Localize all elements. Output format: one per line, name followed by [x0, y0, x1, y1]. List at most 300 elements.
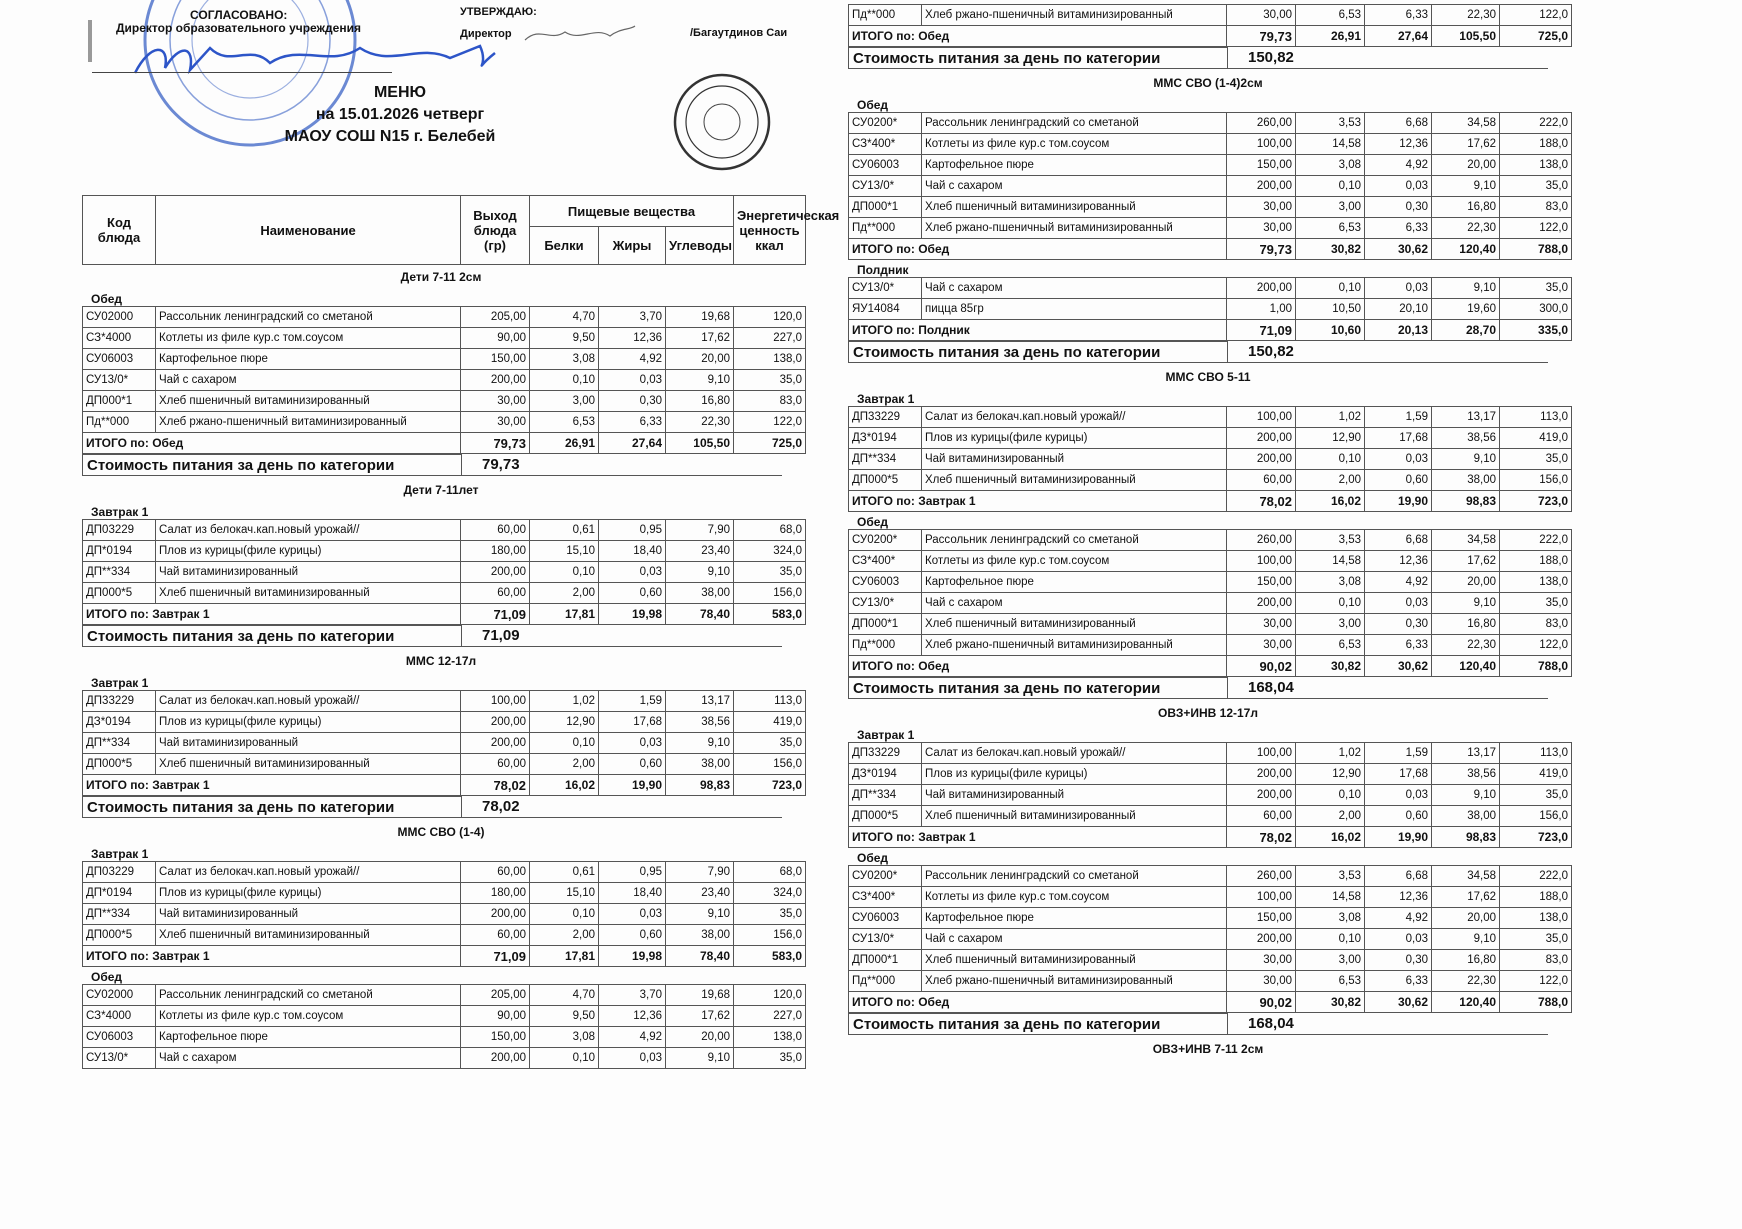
dish-name: Рассольник ленинградский со сметаной [156, 985, 461, 1006]
meal-table [82, 984, 806, 1069]
dish-energy: 419,0 [734, 712, 806, 733]
dish-output: 180,00 [461, 883, 530, 904]
dish-protein: 1,02 [1296, 743, 1365, 764]
total-output: 90,02 [1227, 992, 1296, 1013]
dish-code: ДП000*5 [849, 806, 922, 827]
daily-cost-row [82, 625, 800, 647]
table-row [849, 470, 1572, 491]
dish-output: 150,00 [461, 1027, 530, 1048]
dish-fat: 1,59 [1365, 743, 1432, 764]
dish-energy: 35,0 [1500, 449, 1572, 470]
dish-code: СЗ*4000 [83, 1006, 156, 1027]
dish-protein: 12,90 [1296, 428, 1365, 449]
category-heading: ОВЗ+ИНВ 12-17л [1158, 706, 1258, 720]
daily-cost-row [848, 1013, 1568, 1035]
dish-protein: 14,58 [1296, 551, 1365, 572]
dish-carbs: 9,10 [666, 1048, 734, 1069]
dish-energy: 122,0 [1500, 218, 1572, 239]
dish-output: 90,00 [461, 328, 530, 349]
total-energy: 788,0 [1500, 239, 1572, 260]
dish-carbs: 19,60 [1432, 299, 1500, 320]
table-row [849, 950, 1572, 971]
approve-role: Директор [460, 28, 512, 40]
dish-carbs: 9,10 [666, 904, 734, 925]
dish-energy: 35,0 [1500, 278, 1572, 299]
dish-code: ДП33229 [83, 691, 156, 712]
dish-carbs: 38,00 [666, 925, 734, 946]
dish-fat: 4,92 [599, 349, 666, 370]
total-carbs: 120,40 [1432, 656, 1500, 677]
total-label: ИТОГО по: Обед [83, 433, 461, 454]
dish-fat: 20,10 [1365, 299, 1432, 320]
approve-signature [520, 22, 640, 46]
dish-fat: 18,40 [599, 883, 666, 904]
dish-output: 200,00 [461, 562, 530, 583]
dish-energy: 35,0 [734, 904, 806, 925]
total-fat: 19,90 [1365, 827, 1432, 848]
category-heading: ММС СВО 5-11 [1165, 370, 1251, 384]
dish-name: Хлеб ржано-пшеничный витаминизированный [922, 971, 1227, 992]
meal-label: Обед [857, 515, 889, 529]
dish-output: 100,00 [1227, 743, 1296, 764]
total-energy: 725,0 [1500, 26, 1572, 47]
dish-output: 200,00 [1227, 764, 1296, 785]
table-row [849, 428, 1572, 449]
total-output: 79,73 [461, 433, 530, 454]
dish-protein: 2,00 [1296, 470, 1365, 491]
table-row [83, 1006, 806, 1027]
table-row [849, 5, 1572, 26]
total-fat: 19,90 [1365, 491, 1432, 512]
total-energy: 723,0 [734, 775, 806, 796]
dish-energy: 156,0 [734, 925, 806, 946]
table-row [849, 407, 1572, 428]
meal-label: Обед [91, 292, 123, 306]
table-row [849, 614, 1572, 635]
dish-energy: 300,0 [1500, 299, 1572, 320]
daily-cost-value: 71,09 [462, 625, 782, 647]
dish-fat: 0,30 [1365, 197, 1432, 218]
meal-label: Завтрак 1 [91, 676, 149, 690]
daily-cost-row [82, 796, 800, 818]
dish-energy: 222,0 [1500, 866, 1572, 887]
signature-line [92, 72, 392, 73]
dish-output: 30,00 [1227, 218, 1296, 239]
dish-output: 150,00 [1227, 572, 1296, 593]
daily-cost-value: 78,02 [462, 796, 782, 818]
total-output: 78,02 [461, 775, 530, 796]
dish-output: 30,00 [1227, 197, 1296, 218]
dish-name: Чай витаминизированный [156, 562, 461, 583]
dish-protein: 0,10 [1296, 929, 1365, 950]
daily-cost-label: Стоимость питания за день по категории [848, 341, 1228, 363]
dish-energy: 138,0 [734, 1027, 806, 1048]
dish-carbs: 9,10 [1432, 929, 1500, 950]
dish-protein: 2,00 [530, 583, 599, 604]
meal-label: Завтрак 1 [857, 728, 915, 742]
dish-protein: 0,10 [530, 562, 599, 583]
dish-carbs: 20,00 [666, 1027, 734, 1048]
table-row [83, 925, 806, 946]
dish-code: СУ13/0* [83, 370, 156, 391]
dish-output: 60,00 [461, 925, 530, 946]
header-energy: Энергетическая ценность ккал [734, 196, 806, 265]
dish-code: ДП000*5 [849, 470, 922, 491]
dish-code: СУ13/0* [83, 1048, 156, 1069]
dish-fat: 0,30 [599, 391, 666, 412]
total-fat: 27,64 [1365, 26, 1432, 47]
dish-protein: 2,00 [1296, 806, 1365, 827]
dish-fat: 6,33 [599, 412, 666, 433]
dish-protein: 0,10 [530, 733, 599, 754]
dish-fat: 12,36 [1365, 887, 1432, 908]
dish-energy: 138,0 [1500, 155, 1572, 176]
dish-carbs: 7,90 [666, 862, 734, 883]
dish-fat: 3,70 [599, 985, 666, 1006]
dish-energy: 122,0 [1500, 635, 1572, 656]
table-row [83, 412, 806, 433]
table-row [83, 541, 806, 562]
dish-protein: 1,02 [1296, 407, 1365, 428]
dish-carbs: 34,58 [1432, 866, 1500, 887]
table-row [83, 733, 806, 754]
dish-name: Котлеты из филе кур.с том.соусом [922, 551, 1227, 572]
meal-label: Завтрак 1 [91, 505, 149, 519]
daily-cost-label: Стоимость питания за день по категории [82, 625, 462, 647]
dish-name: Плов из курицы(филе курицы) [156, 712, 461, 733]
dish-protein: 6,53 [1296, 218, 1365, 239]
dish-code: ДП000*1 [849, 950, 922, 971]
dish-protein: 3,08 [1296, 155, 1365, 176]
dish-energy: 138,0 [734, 349, 806, 370]
dish-code: ДП*0194 [83, 883, 156, 904]
total-row [83, 775, 806, 796]
dish-output: 100,00 [461, 691, 530, 712]
table-row [849, 218, 1572, 239]
daily-cost-label: Стоимость питания за день по категории [82, 454, 462, 476]
dish-carbs: 34,58 [1432, 113, 1500, 134]
dish-protein: 15,10 [530, 883, 599, 904]
table-row [849, 887, 1572, 908]
meal-label: Завтрак 1 [91, 847, 149, 861]
total-row [83, 604, 806, 625]
dish-fat: 1,59 [1365, 407, 1432, 428]
total-label: ИТОГО по: Завтрак 1 [83, 604, 461, 625]
dish-protein: 3,53 [1296, 113, 1365, 134]
dish-output: 60,00 [461, 520, 530, 541]
table-row [849, 866, 1572, 887]
dish-output: 180,00 [461, 541, 530, 562]
dish-fat: 0,03 [599, 370, 666, 391]
table-row [83, 562, 806, 583]
dish-energy: 35,0 [734, 1048, 806, 1069]
dish-fat: 12,36 [599, 328, 666, 349]
total-protein: 17,81 [530, 604, 599, 625]
dish-name: Чай с сахаром [922, 593, 1227, 614]
dish-protein: 6,53 [1296, 971, 1365, 992]
dish-fat: 6,33 [1365, 218, 1432, 239]
category-heading: Дети 7-11 2см [400, 270, 482, 284]
total-row [83, 433, 806, 454]
total-label: ИТОГО по: Обед [849, 239, 1227, 260]
dish-name: Хлеб ржано-пшеничный витаминизированный [156, 412, 461, 433]
dish-fat: 4,92 [599, 1027, 666, 1048]
meal-label: Обед [91, 970, 123, 984]
approval-stamp [672, 72, 772, 172]
dish-name: Рассольник ленинградский со сметаной [156, 307, 461, 328]
dish-carbs: 16,80 [1432, 950, 1500, 971]
dish-energy: 222,0 [1500, 530, 1572, 551]
agreed-signature [130, 38, 510, 83]
dish-protein: 3,08 [530, 349, 599, 370]
total-row [849, 992, 1572, 1013]
daily-cost-row [848, 47, 1568, 69]
dish-fat: 0,30 [1365, 614, 1432, 635]
daily-cost-label: Стоимость питания за день по категории [848, 47, 1228, 69]
dish-output: 200,00 [461, 712, 530, 733]
dish-name: Хлеб ржано-пшеничный витаминизированный [922, 5, 1227, 26]
meal-table [848, 112, 1572, 260]
approve-name: /Багаутдинов Саи [690, 27, 788, 39]
daily-cost-label: Стоимость питания за день по категории [82, 796, 462, 818]
dish-protein: 3,53 [1296, 866, 1365, 887]
table-row [83, 1048, 806, 1069]
total-energy: 723,0 [1500, 827, 1572, 848]
table-row [849, 593, 1572, 614]
dish-protein: 3,00 [530, 391, 599, 412]
dish-name: Рассольник ленинградский со сметаной [922, 530, 1227, 551]
dish-output: 30,00 [461, 391, 530, 412]
header-name: Наименование [156, 196, 461, 265]
dish-name: Хлеб ржано-пшеничный витаминизированный [922, 635, 1227, 656]
dish-name: Чай с сахаром [156, 370, 461, 391]
total-fat: 27,64 [599, 433, 666, 454]
dish-output: 200,00 [461, 1048, 530, 1069]
dish-carbs: 20,00 [1432, 908, 1500, 929]
dish-fat: 17,68 [1365, 428, 1432, 449]
table-row [83, 883, 806, 904]
dish-protein: 0,10 [530, 370, 599, 391]
dish-energy: 227,0 [734, 1006, 806, 1027]
total-row [83, 946, 806, 967]
total-protein: 30,82 [1296, 656, 1365, 677]
approve-label: УТВЕРЖДАЮ: [460, 6, 537, 18]
dish-output: 60,00 [461, 862, 530, 883]
dish-code: Пд**000 [83, 412, 156, 433]
total-protein: 16,02 [1296, 827, 1365, 848]
meal-table [848, 742, 1572, 848]
total-fat: 19,98 [599, 946, 666, 967]
menu-table-header [82, 195, 840, 265]
dish-output: 200,00 [461, 370, 530, 391]
dish-name: Котлеты из филе кур.с том.соусом [156, 328, 461, 349]
total-energy: 335,0 [1500, 320, 1572, 341]
menu-column-left [82, 195, 840, 1075]
dish-name: Хлеб пшеничный витаминизированный [156, 754, 461, 775]
dish-fat: 0,03 [599, 904, 666, 925]
total-carbs: 105,50 [1432, 26, 1500, 47]
daily-cost-value: 168,04 [1228, 1013, 1548, 1035]
dish-protein: 0,10 [1296, 593, 1365, 614]
table-row [83, 862, 806, 883]
daily-cost-label: Стоимость питания за день по категории [848, 1013, 1228, 1035]
dish-fat: 6,68 [1365, 113, 1432, 134]
dish-carbs: 38,00 [666, 754, 734, 775]
dish-fat: 12,36 [1365, 551, 1432, 572]
dish-protein: 0,10 [530, 904, 599, 925]
category-heading: ММС СВО (1-4) [397, 825, 485, 839]
doc-date: на 15.01.2026 четверг [315, 106, 485, 123]
dish-carbs: 22,30 [1432, 971, 1500, 992]
dish-code: ДП03229 [83, 520, 156, 541]
dish-fat: 4,92 [1365, 155, 1432, 176]
total-label: ИТОГО по: Полдник [849, 320, 1227, 341]
table-row [83, 349, 806, 370]
dish-name: Чай с сахаром [922, 929, 1227, 950]
dish-name: Салат из белокач.кап.новый урожай// [156, 520, 461, 541]
dish-name: Хлеб пшеничный витаминизированный [922, 197, 1227, 218]
dish-code: СУ13/0* [849, 278, 922, 299]
dish-code: СУ0200* [849, 530, 922, 551]
meal-label: Обед [857, 851, 889, 865]
category-heading: ММС СВО (1-4)2см [1153, 76, 1263, 90]
dish-output: 60,00 [461, 754, 530, 775]
dish-carbs: 17,62 [1432, 551, 1500, 572]
dish-carbs: 9,10 [666, 370, 734, 391]
category-heading: ММС 12-17л [405, 654, 477, 668]
dish-energy: 35,0 [1500, 785, 1572, 806]
table-row [849, 551, 1572, 572]
dish-fat: 0,03 [599, 562, 666, 583]
scan-mark [88, 20, 92, 62]
dish-carbs: 17,62 [666, 328, 734, 349]
total-energy: 788,0 [1500, 992, 1572, 1013]
dish-energy: 419,0 [1500, 428, 1572, 449]
agreed-role: Директор образовательного учреждения [116, 21, 361, 35]
dish-protein: 0,61 [530, 520, 599, 541]
dish-name: пицца 85гр [922, 299, 1227, 320]
dish-carbs: 9,10 [1432, 785, 1500, 806]
dish-carbs: 16,80 [1432, 197, 1500, 218]
dish-carbs: 20,00 [666, 349, 734, 370]
dish-carbs: 13,17 [1432, 743, 1500, 764]
table-row [849, 155, 1572, 176]
dish-energy: 227,0 [734, 328, 806, 349]
dish-output: 60,00 [1227, 806, 1296, 827]
dish-code: СУ06003 [849, 572, 922, 593]
header-carbs: Углеводы [666, 227, 734, 265]
table-row [849, 764, 1572, 785]
dish-code: Пд**000 [849, 5, 922, 26]
dish-protein: 0,10 [1296, 278, 1365, 299]
dish-code: ЯУ14084 [849, 299, 922, 320]
total-fat: 30,62 [1365, 656, 1432, 677]
doc-title: МЕНЮ [373, 84, 427, 101]
category-heading: Дети 7-11лет [403, 483, 479, 497]
dish-carbs: 9,10 [1432, 593, 1500, 614]
dish-code: ДП000*5 [83, 583, 156, 604]
dish-carbs: 22,30 [1432, 635, 1500, 656]
table-row [83, 754, 806, 775]
dish-energy: 113,0 [734, 691, 806, 712]
dish-name: Салат из белокач.кап.новый урожай// [156, 862, 461, 883]
dish-name: Чай с сахаром [156, 1048, 461, 1069]
dish-name: Картофельное пюре [156, 1027, 461, 1048]
total-label: ИТОГО по: Обед [849, 656, 1227, 677]
total-row [849, 26, 1572, 47]
dish-protein: 2,00 [530, 754, 599, 775]
dish-energy: 35,0 [734, 733, 806, 754]
total-fat: 30,62 [1365, 239, 1432, 260]
dish-protein: 3,00 [1296, 614, 1365, 635]
dish-energy: 83,0 [1500, 950, 1572, 971]
dish-protein: 6,53 [1296, 5, 1365, 26]
dish-carbs: 9,10 [666, 733, 734, 754]
total-fat: 20,13 [1365, 320, 1432, 341]
dish-carbs: 17,62 [1432, 134, 1500, 155]
dish-name: Рассольник ленинградский со сметаной [922, 113, 1227, 134]
dish-carbs: 7,90 [666, 520, 734, 541]
dish-code: ДП**334 [83, 733, 156, 754]
total-label: ИТОГО по: Завтрак 1 [83, 775, 461, 796]
table-row [83, 691, 806, 712]
dish-output: 100,00 [1227, 134, 1296, 155]
meal-table [848, 529, 1572, 677]
dish-carbs: 9,10 [1432, 449, 1500, 470]
dish-output: 200,00 [1227, 929, 1296, 950]
dish-energy: 122,0 [1500, 5, 1572, 26]
dish-fat: 6,33 [1365, 5, 1432, 26]
meal-table [848, 865, 1572, 1013]
table-row [83, 520, 806, 541]
dish-energy: 156,0 [1500, 470, 1572, 491]
dish-name: Салат из белокач.кап.новый урожай// [922, 743, 1227, 764]
total-label: ИТОГО по: Завтрак 1 [849, 827, 1227, 848]
dish-carbs: 16,80 [1432, 614, 1500, 635]
daily-cost-row [848, 341, 1568, 363]
total-output: 71,09 [1227, 320, 1296, 341]
header-code: Код блюда [83, 196, 156, 265]
dish-code: Пд**000 [849, 635, 922, 656]
dish-name: Картофельное пюре [922, 572, 1227, 593]
dish-energy: 35,0 [1500, 593, 1572, 614]
total-protein: 16,02 [1296, 491, 1365, 512]
total-energy: 788,0 [1500, 656, 1572, 677]
dish-output: 200,00 [1227, 278, 1296, 299]
doc-school: МАОУ СОШ N15 г. Белебей [284, 128, 496, 145]
dish-code: ДП000*5 [83, 925, 156, 946]
dish-fat: 0,03 [1365, 593, 1432, 614]
total-fat: 19,90 [599, 775, 666, 796]
dish-output: 60,00 [1227, 470, 1296, 491]
header-protein: Белки [530, 227, 599, 265]
dish-protein: 3,08 [530, 1027, 599, 1048]
dish-fat: 4,92 [1365, 572, 1432, 593]
total-energy: 723,0 [1500, 491, 1572, 512]
total-energy: 725,0 [734, 433, 806, 454]
meal-table [82, 861, 806, 967]
table-row [849, 134, 1572, 155]
dish-code: ДП**334 [849, 449, 922, 470]
dish-energy: 324,0 [734, 883, 806, 904]
dish-protein: 14,58 [1296, 887, 1365, 908]
dish-code: СУ13/0* [849, 929, 922, 950]
dish-fat: 6,68 [1365, 866, 1432, 887]
dish-energy: 324,0 [734, 541, 806, 562]
dish-name: Картофельное пюре [922, 908, 1227, 929]
meal-table [848, 4, 1572, 47]
total-energy: 583,0 [734, 946, 806, 967]
